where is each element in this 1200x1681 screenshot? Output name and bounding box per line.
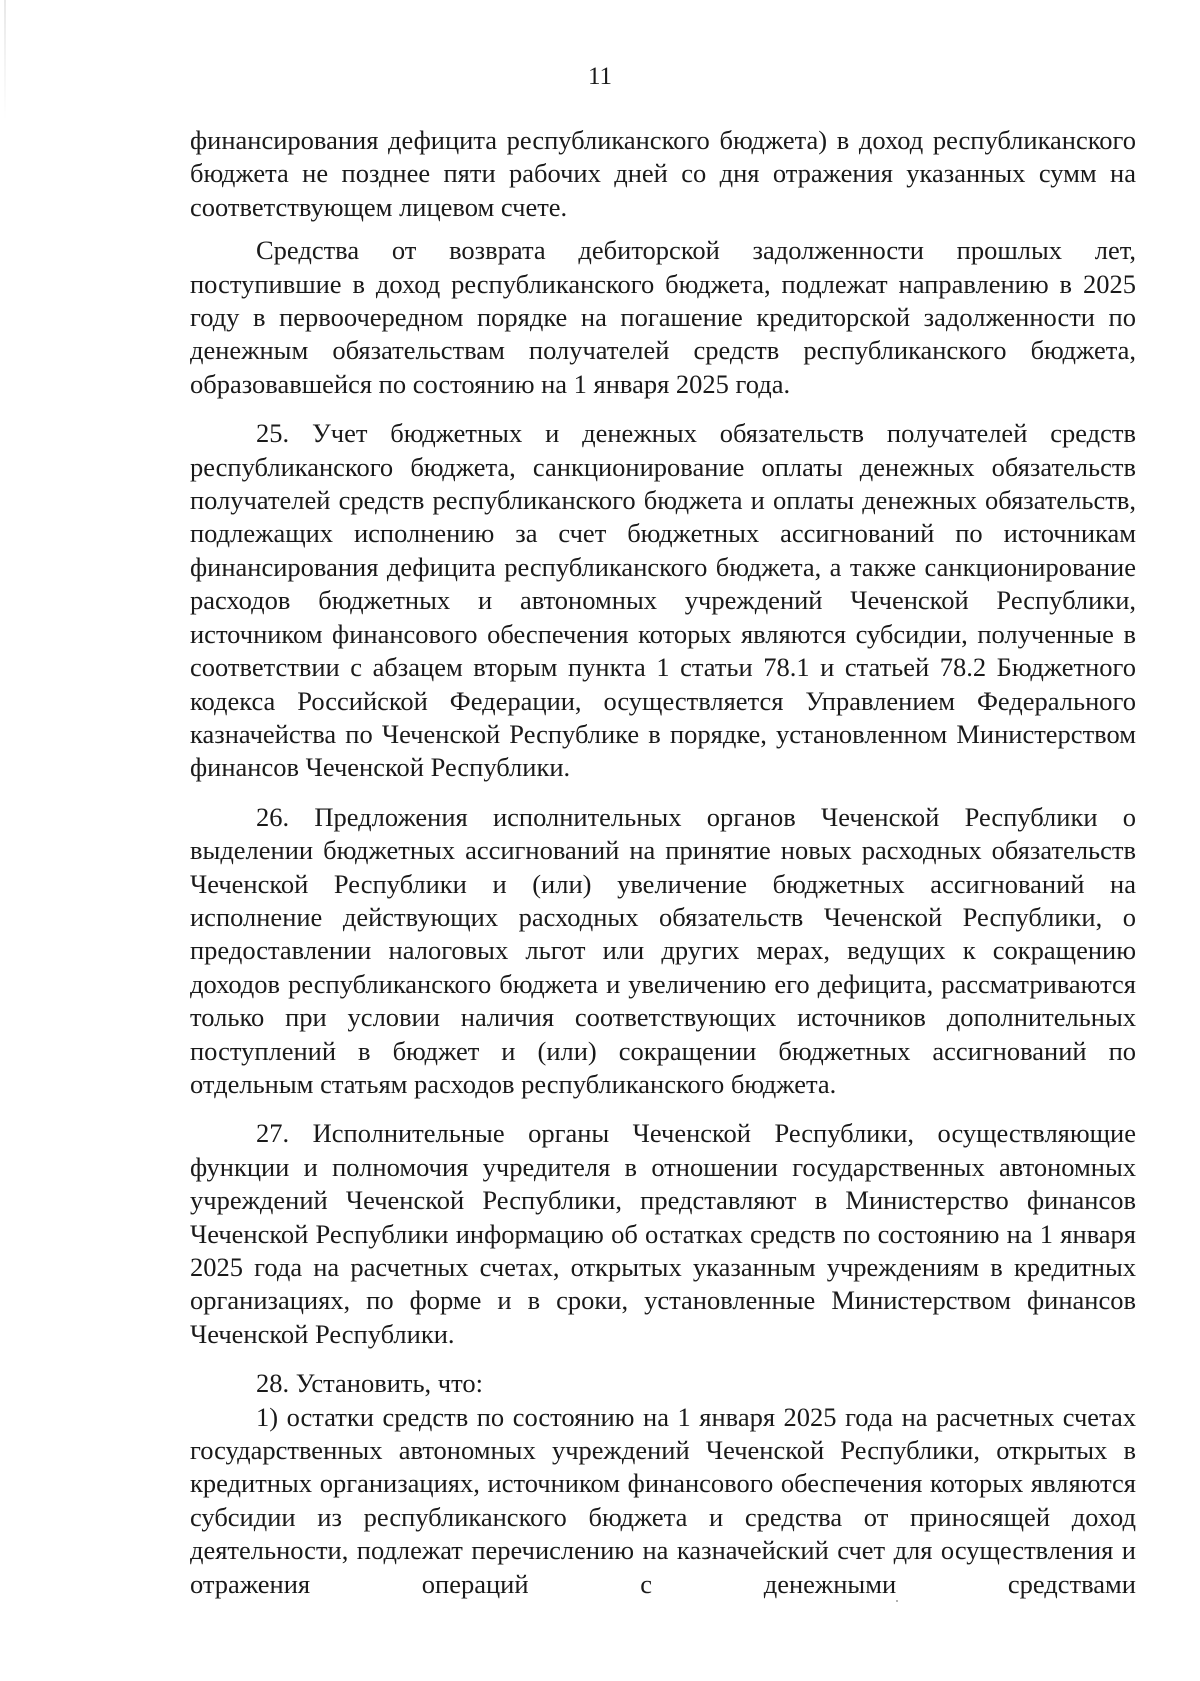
document-body	[190, 124, 1136, 1601]
paragraph-continuation: финансирования дефицита республиканского бюджета) в доход республиканского бюджета не позднее пяти рабочих дней со дня отражения указанных сумм на соответствующем лицевом счете.	[190, 125, 1136, 222]
paragraph-item-25: 25. Учет бюджетных и денежных обязательств получателей средств республиканского бюджета, санкционирование оплаты денежных обязательств получателей средств республиканского бюджета и оплаты денежных обязательств, подлежащих исполнению за счет бюджетных ассигнований по источникам финансирования дефицита республиканского бюджета, а также санкционирование расходов бюджетных и автономных учреждений Чеченской Республики, источником финансового обеспечения которых являются субсидии, полученные в соответствии с абзацем вторым пункта 1 статьи 78.1 и статьей 78.2 Бюджетного кодекса Российской Федерации, осуществляется Управлением Федерального казначейства по Чеченской Республике в порядке, установленном Министерством финансов Чеченской Республики.	[190, 418, 1136, 783]
scan-speck	[896, 1600, 898, 1602]
page-number: 11	[587, 63, 613, 90]
paragraph-item-26: 26. Предложения исполнительных органов Чеченской Республики о выделении бюджетных ассигнований на принятие новых расходных обязательств Чеченской Республики и (или) увеличение бюджетных ассигнований на исполнение действующих расходных обязательств Чеченской Республики, о предоставлении налоговых льгот или других мерах, ведущих к сокращению доходов республиканского бюджета и увеличению его дефицита, рассматриваются только при условии наличия соответствующих источников дополнительных поступлений в бюджет и (или) сокращении бюджетных ассигнований по отдельным статьям расходов республиканского бюджета.	[190, 801, 1136, 1099]
scan-edge	[4, 0, 6, 120]
paragraph-item-28: 28. Установить, что:	[256, 1368, 483, 1399]
paragraph-item-28-sub-1: 1) остатки средств по состоянию на 1 января 2025 года на расчетных счетах государственных автономных учреждений Чеченской Республики, открытых в кредитных организациях, источником финансового обеспечения которых являются субсидии из республиканского бюджета и средства от приносящей доход деятельности, подлежат перечислению на казначейский счет для осуществления и отражения операций с денежными средствами	[190, 1401, 1136, 1599]
paragraph-item-27: 27. Исполнительные органы Чеченской Республики, осуществляющие функции и полномочия учредителя в отношении государственных автономных учреждений Чеченской Республики, представляют в Министерство финансов Чеченской Республики информацию об остатках средств по состоянию на 1 января 2025 года на расчетных счетах, открытых указанным учреждениям в кредитных организациях, по форме и в сроки, установленные Министерством финансов Чеченской Республики.	[190, 1118, 1136, 1349]
paragraph-receivables: Средства от возврата дебиторской задолженности прошлых лет, поступившие в доход республиканского бюджета, подлежат направлению в 2025 году в первоочередном порядке на погашение кредиторской задолженности по денежным обязательствам получателей средств республиканского бюджета, образовавшейся по состоянию на 1 января 2025 года.	[190, 235, 1136, 399]
